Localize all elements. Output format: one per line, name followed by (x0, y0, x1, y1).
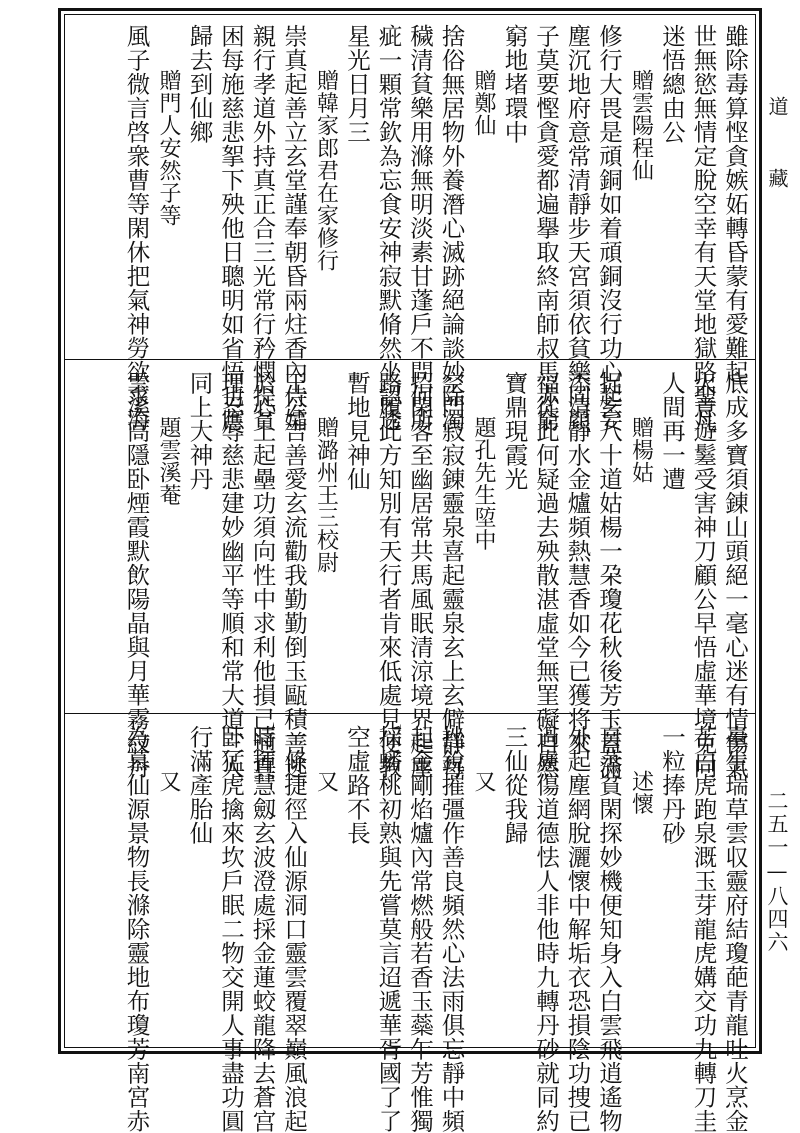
poem-title: 題孔先生埅中 (471, 416, 496, 551)
text-column: 挫銳摧彊作善良頻然心法雨俱忘靜中頻 (437, 725, 466, 1133)
text-column: 招閑客至幽居常共馬風眠清涼境界起塵 (406, 371, 434, 779)
text-column: 疵一顆常欽為忘食安神寂默脩然坐認透 (374, 24, 403, 432)
margin-page-number: 二五一—八四六 (765, 790, 789, 954)
text-column: 時揮慧劔玄波澄處採金蓮蛟龍降去蒼宫 (248, 725, 277, 1133)
text-column: 子莫要慳貪愛都遍擧取終南師叔馬赤窮 (532, 24, 560, 432)
poem-title: 贈楊姑 (628, 416, 654, 484)
margin-collection-bottom: 藏 (765, 168, 789, 188)
text-column: 同上大神丹 (185, 371, 214, 491)
poem-title: 又 (471, 770, 496, 793)
poem-title: 述懷 (628, 770, 654, 815)
text-column: 於心上起壘功須向性中求利他損己通真 (248, 371, 277, 779)
text-column: 崇真起善立玄堂謹奉朝昏兩炷香內侍孀 (280, 24, 308, 432)
text-column: 自蒸貧閑探妙機便知身入白雲飛逍遙物 (595, 725, 623, 1133)
panel-bottom (64, 715, 756, 1133)
text-column: 火意遊䰈受害神刀顧公早悟虛華境免向 (689, 371, 718, 779)
text-column: 空虛路不長 (343, 725, 371, 845)
text-column: 捨俗無居物外養潛心滅跡絕論談妙除濁 (437, 24, 466, 432)
text-column: 一粒捧丹砂 (658, 725, 686, 845)
text-column: 採蟠桃初熟與先嘗莫言迢遞華胥國了了 (374, 725, 403, 1133)
poem-title: 又 (156, 770, 181, 793)
margin-collection-top: 道 (765, 96, 789, 116)
text-column: 迷悟總由公 (658, 24, 686, 144)
text-column: 人間再一遭 (658, 371, 686, 491)
text-column: 理忍辱慈悲建妙幽平等順和常大道三人 (217, 371, 245, 779)
text-column: 雲溪高隱卧煙霞默飲陽晶與月華霧紋丹 (122, 371, 151, 779)
text-column: 世無慾無情定脫空幸有天堂地獄路聖凡 (689, 24, 718, 432)
text-column: 臺生瑞草雲収靈府結瓊葩青龍吐火烹金 (721, 725, 749, 1133)
poem-title: 贈潞州王三校尉 (313, 416, 339, 574)
poem-title: 題雲溪菴 (156, 416, 181, 506)
poem-title: 贈雲陽程仙 (628, 69, 654, 182)
text-column: 雖除毒算悭貪嫉妬轉昏蒙有愛難起 (721, 24, 749, 384)
text-column: 三仙從我歸 (500, 725, 529, 845)
text-column: 親行孝道外持真正合三光常行矜憫提貧 (248, 24, 277, 432)
text-column: 卧猛虎擒來坎戶眠二物交開人事盡功圓 (217, 725, 245, 1133)
text-column: 過慮傷道德怯人非他時九轉丹砂就同約 (532, 725, 560, 1133)
text-column: 修行大畏是頑銅如着頑銅沒行功心起妄 (595, 24, 623, 432)
text-column: 穢清貧樂用滌無明淡素甘蓬戶不問何所 (406, 24, 434, 432)
poem-title: 贈門人安然子等 (156, 69, 181, 227)
text-column: 寶鼎現霞光 (500, 371, 529, 491)
text-column: 王公吉善愛玄流勸我勤勤倒玉甌積善逃 (280, 371, 308, 779)
text-column: 一條捷徑入仙源洞口靈雲覆翠巔風浪起 (280, 725, 308, 1133)
text-column: 為慕仙源景物長滌除靈地布瓊芳南宮赤 (122, 725, 151, 1133)
text-column: 窮地堵環中 (500, 24, 529, 144)
text-column: 暫地見神仙 (343, 371, 371, 491)
text-column: 歸去到仙鄉 (185, 24, 214, 144)
text-column: 空門寂寂錬靈泉喜起靈泉玄上玄僻靜每 (437, 371, 466, 779)
text-column: 風子微言啓衆曹等閑休把氣神勞欲求海 (122, 24, 151, 432)
poem-title: 贈韓家郎君在家修行 (313, 69, 339, 272)
text-column: 底成多寶須錬山頭絕一毫心迷有情傷氣 (721, 371, 749, 779)
poem-title: 贈鄭仙 (471, 69, 496, 137)
text-column: 捉玄八十道姑楊一朶瓊花秋後芳玉蓋滿 (595, 371, 623, 779)
text-column: 路履此方知別有天行者肯來低處見便教 (374, 371, 403, 779)
text-column: 行滿產胎仙 (185, 725, 214, 845)
text-column: 添清靜水金爐頻熱慧香如今已獲将來 (563, 371, 592, 755)
text-column: 星光日月三 (343, 24, 371, 144)
text-column: 外起塵網脫灑懷中解垢衣恐損陰功捜已 (563, 725, 592, 1133)
panel-middle (64, 361, 756, 779)
text-column: 起金剛焰爐內常燃般若香玉蘂乍芳惟獨 (406, 725, 434, 1133)
text-column: 福從此何疑過去殃散湛虛堂無罣礙自然 (532, 371, 560, 779)
text-column: 塵沉地府意常清靜步天宮須依貧樂同顏 (563, 24, 592, 432)
text-column: 苦白虎跑泉溉玉芽龍虎媾交功九轉刀圭 (689, 725, 718, 1133)
poem-title: 又 (313, 770, 339, 793)
text-column: 困每施慈悲挐下殃他日聰明如省悟也應 (217, 24, 245, 432)
